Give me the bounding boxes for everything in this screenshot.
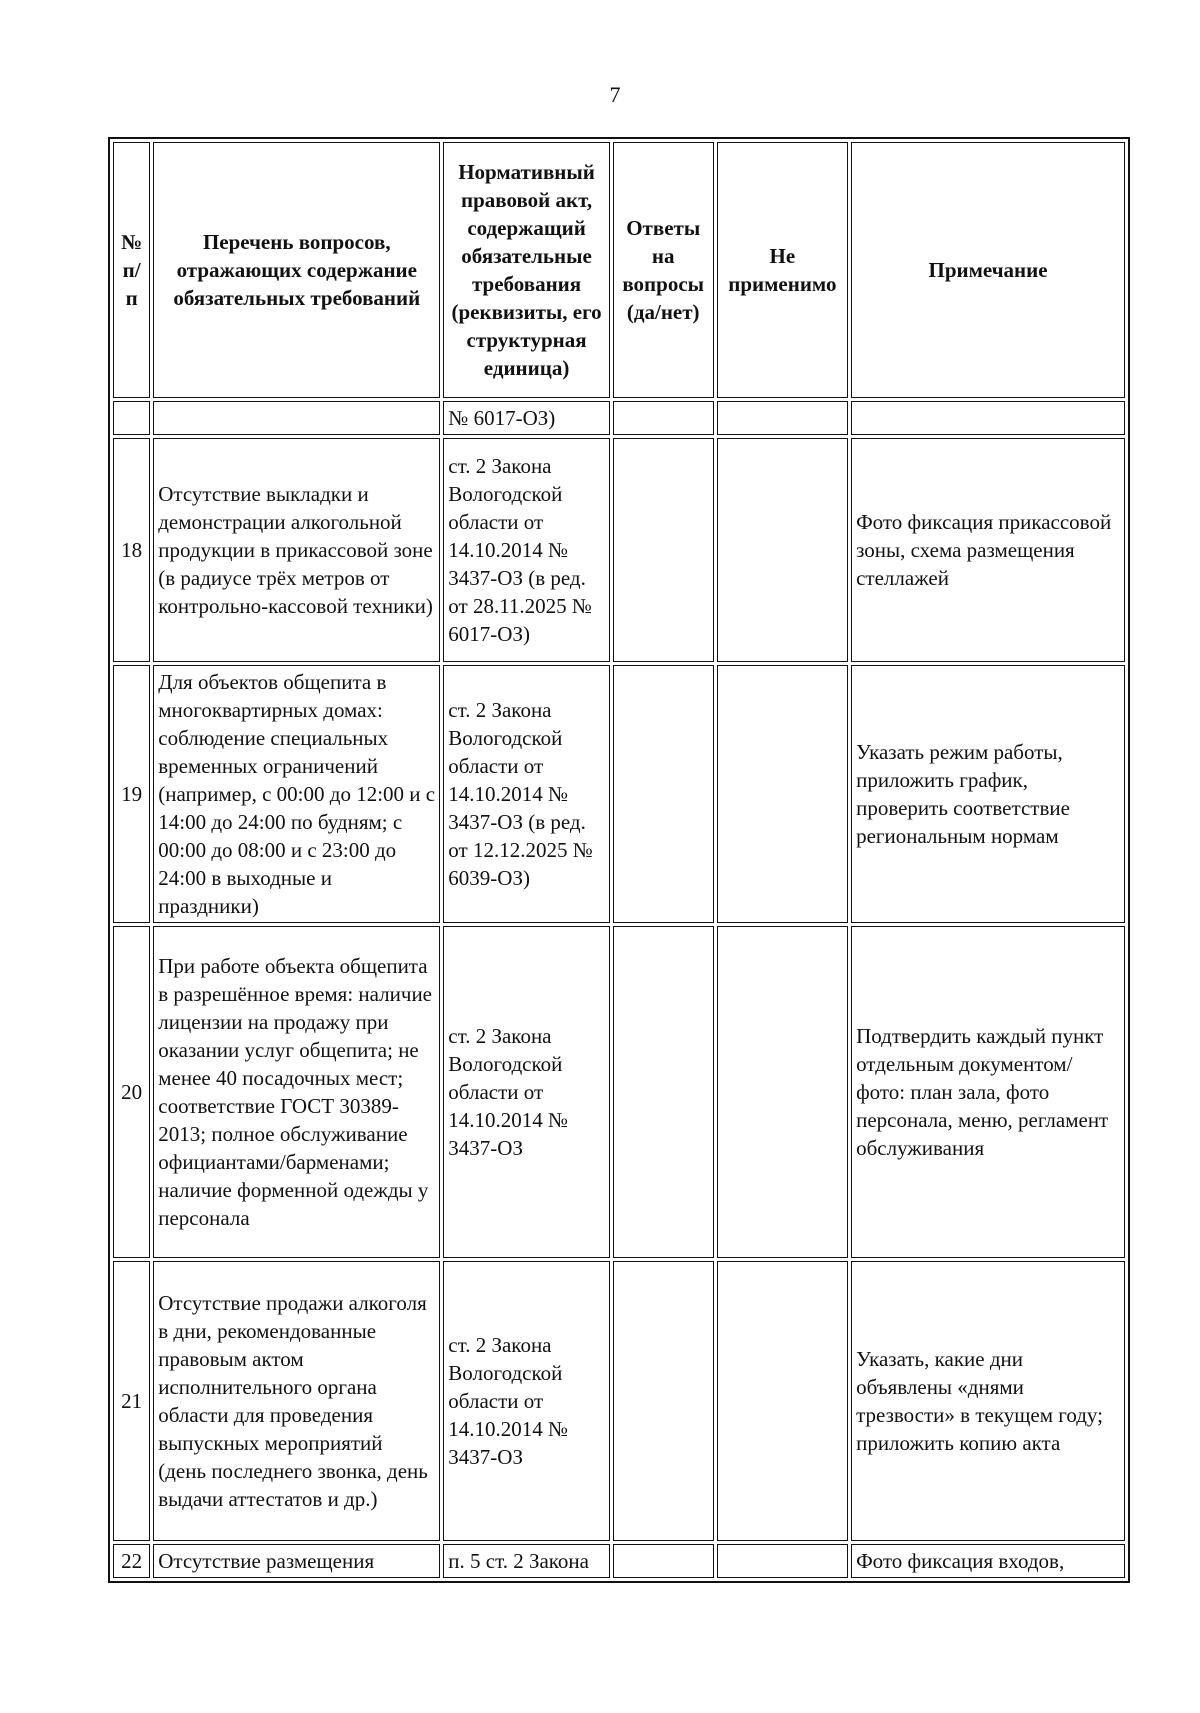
row-act: № 6017-ОЗ) <box>443 401 610 435</box>
row-note: Указать режим работы, приложить график, проверить соответствие региональным нормам <box>851 665 1125 923</box>
row-answer <box>613 401 714 435</box>
header-num: № п/п <box>113 142 150 398</box>
row-note: Фото фиксация прикассовой зоны, схема размещения стеллажей <box>851 438 1125 662</box>
row-act: ст. 2 Закона Вологодской области от 14.10.2014 № 3437-ОЗ <box>443 1261 610 1541</box>
row-note: Подтвердить каждый пункт отдельным документом/фото: план зала, фото персонала, меню, регламент обслуживания <box>851 926 1125 1258</box>
row-act: п. 5 ст. 2 Закона <box>443 1544 610 1578</box>
row-question: Отсутствие продажи алкоголя в дни, рекомендованные правовым актом исполнительного органа области для проведения выпускных мероприятий (день последнего звонка, день выдачи аттестатов и др.) <box>153 1261 440 1541</box>
table-row <box>113 926 1125 1258</box>
row-note: Фото фиксация входов, <box>851 1544 1125 1578</box>
row-question: Для объектов общепита в многоквартирных домах: соблюдение специальных временных ограничений (например, с 00:00 до 12:00 и с 14:00 до 24:00 по будням; с 00:00 до 08:00 и с 23:00 до 24:00 в выходные и праздники) <box>153 665 440 923</box>
row-not-applicable <box>717 665 848 923</box>
row-number <box>113 401 150 435</box>
row-not-applicable <box>717 1261 848 1541</box>
table-row <box>113 665 1125 923</box>
header-not-applicable: Не применимо <box>717 142 848 398</box>
row-not-applicable <box>717 438 848 662</box>
table-row <box>113 1544 1125 1578</box>
table-row <box>113 401 1125 435</box>
header-row <box>113 142 1125 398</box>
row-act: ст. 2 Закона Вологодской области от 14.10.2014 № 3437-ОЗ (в ред. от 12.12.2025 № 6039-ОЗ) <box>443 665 610 923</box>
table-row <box>113 1261 1125 1541</box>
row-number: 18 <box>113 438 150 662</box>
row-answer <box>613 926 714 1258</box>
checklist-table <box>108 137 1130 1583</box>
header-questions: Перечень вопросов, отражающих содержание обязательных требований <box>153 142 440 398</box>
row-answer <box>613 438 714 662</box>
row-act: ст. 2 Закона Вологодской области от 14.10.2014 № 3437-ОЗ <box>443 926 610 1258</box>
row-note: Указать, какие дни объявлены «днями трезвости» в текущем году; приложить копию акта <box>851 1261 1125 1541</box>
header-answers: Ответы на вопросы (да/нет) <box>613 142 714 398</box>
row-question <box>153 401 440 435</box>
row-question: Отсутствие выкладки и демонстрации алкогольной продукции в прикассовой зоне (в радиусе трёх метров от контрольно-кассовой техники) <box>153 438 440 662</box>
row-answer <box>613 1544 714 1578</box>
page-number: 7 <box>609 82 621 107</box>
row-number: 20 <box>113 926 150 1258</box>
row-question: Отсутствие размещения <box>153 1544 440 1578</box>
row-not-applicable <box>717 401 848 435</box>
row-act: ст. 2 Закона Вологодской области от 14.10.2014 № 3437-ОЗ (в ред. от 28.11.2025 № 6017-ОЗ) <box>443 438 610 662</box>
row-number: 19 <box>113 665 150 923</box>
row-answer <box>613 1261 714 1541</box>
row-number: 21 <box>113 1261 150 1541</box>
row-not-applicable <box>717 1544 848 1578</box>
row-question: При работе объекта общепита в разрешённое время: наличие лицензии на продажу при оказании услуг общепита; не менее 40 посадочных мест; соответствие ГОСТ 30389-2013; полное обслуживание официантами/барменами; наличие форменной одежды у персонала <box>153 926 440 1258</box>
header-act: Нормативный правовой акт, содержащий обязательные требования (реквизиты, его структурная единица) <box>443 142 610 398</box>
row-note <box>851 401 1125 435</box>
row-answer <box>613 665 714 923</box>
table-row <box>113 438 1125 662</box>
header-note: Примечание <box>851 142 1125 398</box>
row-not-applicable <box>717 926 848 1258</box>
row-number: 22 <box>113 1544 150 1578</box>
